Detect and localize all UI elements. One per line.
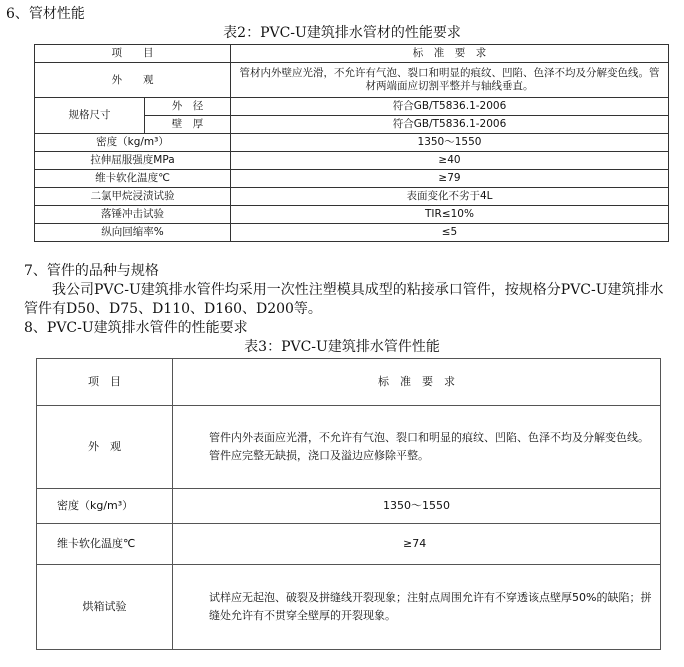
spec-label: 规格尺寸 bbox=[35, 98, 145, 134]
row-name: 维卡软化温度℃ bbox=[37, 524, 173, 565]
table-row bbox=[37, 565, 661, 650]
row-value: ≥40 bbox=[231, 152, 669, 170]
table-row bbox=[37, 524, 661, 565]
header-requirement: 标 准 要 求 bbox=[231, 45, 669, 63]
section-6-heading: 6、管材性能 bbox=[6, 6, 85, 22]
row-name: 烘箱试验 bbox=[37, 565, 173, 650]
row-name: 维卡软化温度℃ bbox=[35, 170, 231, 188]
table-3 bbox=[36, 358, 661, 650]
row-name: 二氯甲烷浸渍试验 bbox=[35, 188, 231, 206]
table-3-caption: 表3：PVC-U建筑排水管件性能 bbox=[244, 339, 440, 355]
table-row bbox=[35, 45, 669, 63]
section-8-heading: 8、PVC-U建筑排水管件的性能要求 bbox=[24, 320, 248, 336]
row-name: 拉伸屈服强度MPa bbox=[35, 152, 231, 170]
table-row bbox=[37, 406, 661, 489]
row-name: 落锤冲击试验 bbox=[35, 206, 231, 224]
table-row bbox=[35, 224, 669, 242]
appearance-label: 外 观 bbox=[35, 63, 231, 98]
header-requirement: 标 准 要 求 bbox=[173, 359, 661, 406]
row-value: 管件内外表面应光滑，不允许有气泡、裂口和明显的痕纹、凹陷、色泽不均及分解变色线。管件应完整无缺损，浇口及溢边应修除平整。 bbox=[173, 406, 661, 489]
section-7-heading: 7、管件的品种与规格 bbox=[24, 263, 159, 279]
table-row bbox=[35, 206, 669, 224]
row-name: 密度（kg/m³） bbox=[37, 489, 173, 524]
table-row bbox=[35, 188, 669, 206]
row-value: 1350～1550 bbox=[173, 489, 661, 524]
section-7-paragraph: 我公司PVC-U建筑排水管件均采用一次性注塑模具成型的粘接承口管件，按规格分PVC-U建筑排水管件有D50、D75、D110、D160、D200等。 bbox=[24, 282, 664, 317]
table-row bbox=[35, 98, 669, 116]
wall-thickness-value: 符合GB/T5836.1-2006 bbox=[231, 116, 669, 134]
row-value: 表面变化不劣于4L bbox=[231, 188, 669, 206]
header-item: 项 目 bbox=[35, 45, 231, 63]
row-value: ≤5 bbox=[231, 224, 669, 242]
row-value: ≥74 bbox=[173, 524, 661, 565]
header-item: 项 目 bbox=[37, 359, 173, 406]
row-name: 密度（kg/m³） bbox=[35, 134, 231, 152]
table-2-caption: 表2：PVC-U建筑排水管材的性能要求 bbox=[223, 25, 461, 41]
row-value: ≥79 bbox=[231, 170, 669, 188]
table-row bbox=[35, 134, 669, 152]
table-2 bbox=[34, 44, 669, 242]
wall-thickness-label: 壁 厚 bbox=[145, 116, 231, 134]
table-row bbox=[37, 359, 661, 406]
row-name: 外 观 bbox=[37, 406, 173, 489]
table-row bbox=[35, 170, 669, 188]
row-value: 1350～1550 bbox=[231, 134, 669, 152]
row-value: 试样应无起泡、破裂及拼缝线开裂现象；注射点周围允许有不穿透该点壁厚50%的缺陷；拼缝处允许有不贯穿全壁厚的开裂现象。 bbox=[173, 565, 661, 650]
table-row bbox=[37, 489, 661, 524]
row-value: TIR≤10% bbox=[231, 206, 669, 224]
table-row bbox=[35, 63, 669, 98]
row-name: 纵向回缩率% bbox=[35, 224, 231, 242]
outer-diameter-label: 外 径 bbox=[145, 98, 231, 116]
appearance-text: 管材内外壁应光滑，不允许有气泡、裂口和明显的痕纹、凹陷、色泽不均及分解变色线。管材两端面应切割平整并与轴线垂直。 bbox=[231, 63, 669, 98]
table-row bbox=[35, 152, 669, 170]
outer-diameter-value: 符合GB/T5836.1-2006 bbox=[231, 98, 669, 116]
